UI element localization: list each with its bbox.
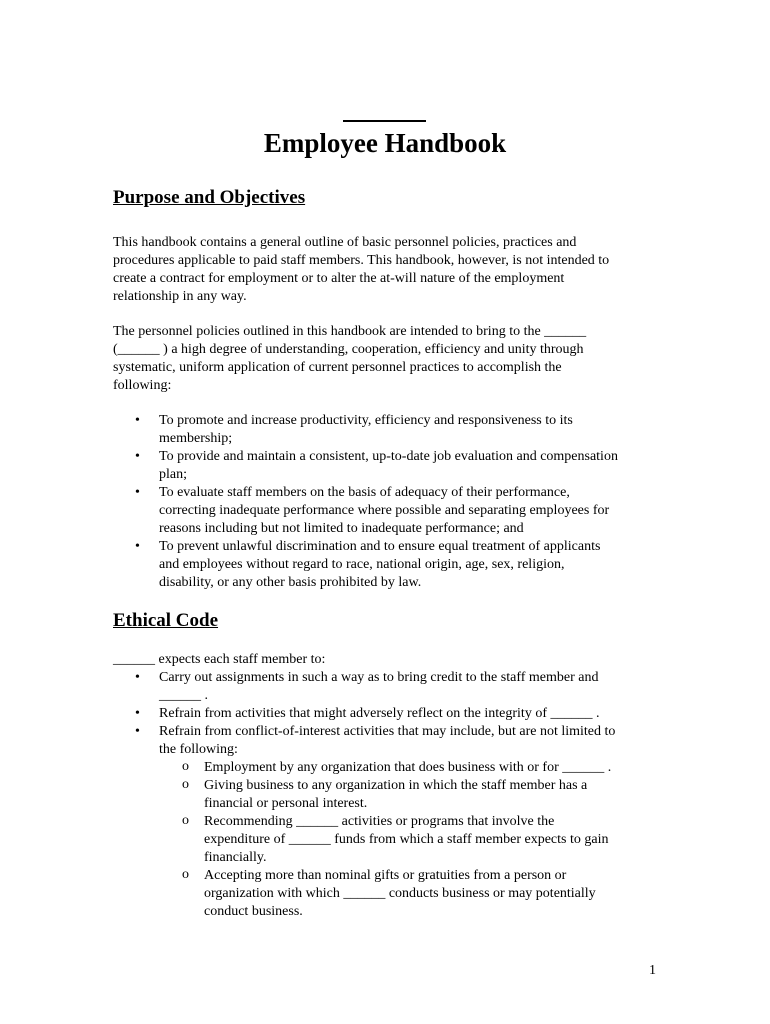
text-line: disability, or any other basis prohibited by law. bbox=[159, 575, 422, 590]
list-item bbox=[182, 777, 659, 813]
objectives-list bbox=[135, 412, 659, 592]
list-item bbox=[135, 484, 659, 538]
text-line: To provide and maintain a consistent, up-to-date job evaluation and compensation bbox=[159, 449, 618, 464]
circle-bullet-icon: o bbox=[182, 777, 189, 792]
text-line: Carry out assignments in such a way as to bring credit to the staff member and bbox=[159, 670, 599, 685]
text-line: relationship in any way. bbox=[113, 289, 247, 304]
text-line: Refrain from conflict-of-interest activities that may include, but are not limited to bbox=[159, 724, 616, 739]
text-line: create a contract for employment or to alter the at-will nature of the employment bbox=[113, 271, 565, 286]
text-line: To prevent unlawful discrimination and to ensure equal treatment of applicants bbox=[159, 539, 601, 554]
text-line: procedures applicable to paid staff members. This handbook, however, is not intended to bbox=[113, 253, 610, 268]
text-line: ______ . bbox=[159, 688, 208, 703]
conflict-of-interest-list bbox=[182, 759, 659, 921]
bullet-icon: • bbox=[135, 449, 140, 464]
text-line: organization with which ______ conducts business or may potentially bbox=[204, 886, 596, 901]
purpose-paragraph-1 bbox=[113, 234, 658, 306]
ethical-code-list bbox=[135, 669, 659, 759]
text-line: This handbook contains a general outline of basic personnel policies, practices and bbox=[113, 235, 577, 250]
text-line: Accepting more than nominal gifts or gratuities from a person or bbox=[204, 868, 567, 883]
text-line: financially. bbox=[204, 850, 267, 865]
bullet-icon: • bbox=[135, 539, 140, 554]
text-line: The personnel policies outlined in this handbook are intended to bring to the ______ bbox=[113, 324, 587, 339]
list-item bbox=[182, 813, 659, 867]
text-line: expenditure of ______ funds from which a staff member expects to gain bbox=[204, 832, 609, 847]
bullet-icon: • bbox=[135, 724, 140, 739]
list-item bbox=[135, 412, 659, 448]
text-line: financial or personal interest. bbox=[204, 796, 368, 811]
bullet-icon: • bbox=[135, 670, 140, 685]
text-line: Employment by any organization that does business with or for ______ . bbox=[204, 760, 612, 775]
text-line: and employees without regard to race, national origin, age, sex, religion, bbox=[159, 557, 565, 572]
text-line: conduct business. bbox=[204, 904, 303, 919]
bullet-icon: • bbox=[135, 413, 140, 428]
text-line: (______ ) a high degree of understanding, cooperation, efficiency and unity through bbox=[113, 342, 584, 357]
text-line: the following: bbox=[159, 742, 238, 757]
text-line: following: bbox=[113, 378, 172, 393]
bullet-icon: • bbox=[135, 706, 140, 721]
text-line: Giving business to any organization in which the staff member has a bbox=[204, 778, 588, 793]
ethical-code-heading: Ethical Code bbox=[113, 610, 219, 631]
text-line: plan; bbox=[159, 467, 187, 482]
circle-bullet-icon: o bbox=[182, 813, 189, 828]
text-line: correcting inadequate performance where possible and separating employees for bbox=[159, 503, 610, 518]
list-item bbox=[135, 448, 659, 484]
list-item bbox=[182, 759, 659, 777]
list-item bbox=[182, 867, 659, 921]
text-line: To evaluate staff members on the basis of adequacy of their performance, bbox=[159, 485, 570, 500]
document-title: Employee Handbook bbox=[263, 128, 507, 158]
purpose-paragraph-2 bbox=[113, 323, 658, 395]
text-line: Recommending ______ activities or programs that involve the bbox=[204, 814, 555, 829]
list-item bbox=[135, 705, 659, 723]
purpose-heading: Purpose and Objectives bbox=[113, 187, 306, 208]
list-item bbox=[135, 538, 659, 592]
list-item bbox=[135, 669, 659, 705]
text-line: To promote and increase productivity, efficiency and responsiveness to its bbox=[159, 413, 573, 428]
text-line: reasons including but not limited to inadequate performance; and bbox=[159, 521, 524, 536]
text-line: systematic, uniform application of current personnel practices to accomplish the bbox=[113, 360, 562, 375]
page-number: 1 bbox=[649, 963, 656, 978]
bullet-icon: • bbox=[135, 485, 140, 500]
text-line: Refrain from activities that might adversely reflect on the integrity of ______ . bbox=[159, 706, 600, 721]
circle-bullet-icon: o bbox=[182, 867, 189, 882]
ethical-code-intro: ______ expects each staff member to: bbox=[113, 652, 326, 667]
title-blank-rule bbox=[343, 120, 426, 122]
circle-bullet-icon: o bbox=[182, 759, 189, 774]
list-item bbox=[135, 723, 659, 759]
text-line: membership; bbox=[159, 431, 233, 446]
